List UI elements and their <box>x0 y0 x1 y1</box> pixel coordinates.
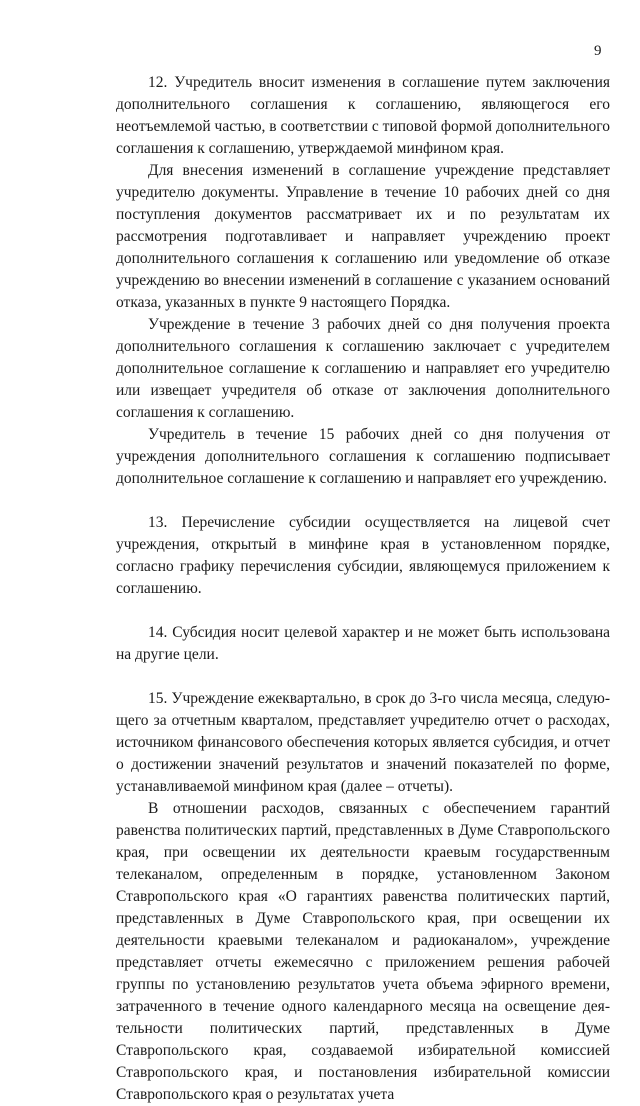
paragraph-15-political-parties: В отношении расходов, связанных с обеспечением гарантий равенства политических партий, представленных в Думе Ставропольского края, при освещении их деятельности краевым государственным телеканалом, определенным в порядке, установленном Законом Ставропольского края «О гарантиях равенства политических партий, представленных в Думе Ставропольского края, при освещении их деятельности краевыми телеканалом и радиоканалом», учреждение представляет отчеты ежемесячно с приложением решения рабочей группы по установлению результатов учета объема эфирного времени, затраченного в течение одного календарного месяца на освещение деятельности политических партий, представленных в Думе Ставропольского края, создаваемой избирательной комиссией Ставропольского края, и постановления избирательной комиссии Ставропольского края о результатах учета <box>116 800 610 1103</box>
page-number: 9 <box>594 43 602 59</box>
paragraph-12: 12. Учредитель вносит изменения в соглашение путем заключения дополнительного соглашения к соглашению, являющегося его неотъемлемой частью, в соответствии с типовой формой дополнительного соглашения к соглашению, утверждаемой минфином края. <box>116 74 610 157</box>
paragraph-12-institution-response: Учреждение в течение 3 рабочих дней со дня получения проекта дополнительного соглашения к соглашению заключает с учредителем дополнительное соглашение к соглашению и направляет его учредителю или извещает учредителя об отказе от заключения дополнительного соглашения к соглашению. <box>116 316 610 421</box>
paragraph-14: 14. Субсидия носит целевой характер и не может быть использована на другие цели. <box>116 624 610 663</box>
paragraph-12-changes-procedure: Для внесения изменений в соглашение учреждение представляет учредителю документы. Управление в течение 10 рабочих дней со дня поступления документов рассматривает их и по результатам их рассмотрения подготавливает и направляет учреждению проект дополнительного соглашения к соглашению или уведомление об отказе учреждению во внесении изменений в соглашение с указанием оснований отказа, указанных в пункте 9 настоящего Порядка. <box>116 162 610 311</box>
document-body <box>116 72 610 1106</box>
paragraph-13: 13. Перечисление субсидии осуществляется на лицевой счет учреждения, открытый в минфине края в установленном порядке, согласно графику перечисления субсидии, являющемуся приложением к соглашению. <box>116 514 610 597</box>
paragraph-15: 15. Учреждение ежеквартально, в срок до 3-го числа месяца, следующего за отчетным кварталом, представляет учредителю отчет о расходах, источником финансового обеспечения которых является субсидия, и отчет о достижении значений результатов и значений показателей по форме, устанавливаемой минфином края (далее – отчеты). <box>116 690 610 795</box>
paragraph-12-founder-signing: Учредитель в течение 15 рабочих дней со дня получения от учреждения дополнительного соглашения к соглашению подписывает дополнительное соглашение к соглашению и направляет его учреждению. <box>116 426 610 487</box>
